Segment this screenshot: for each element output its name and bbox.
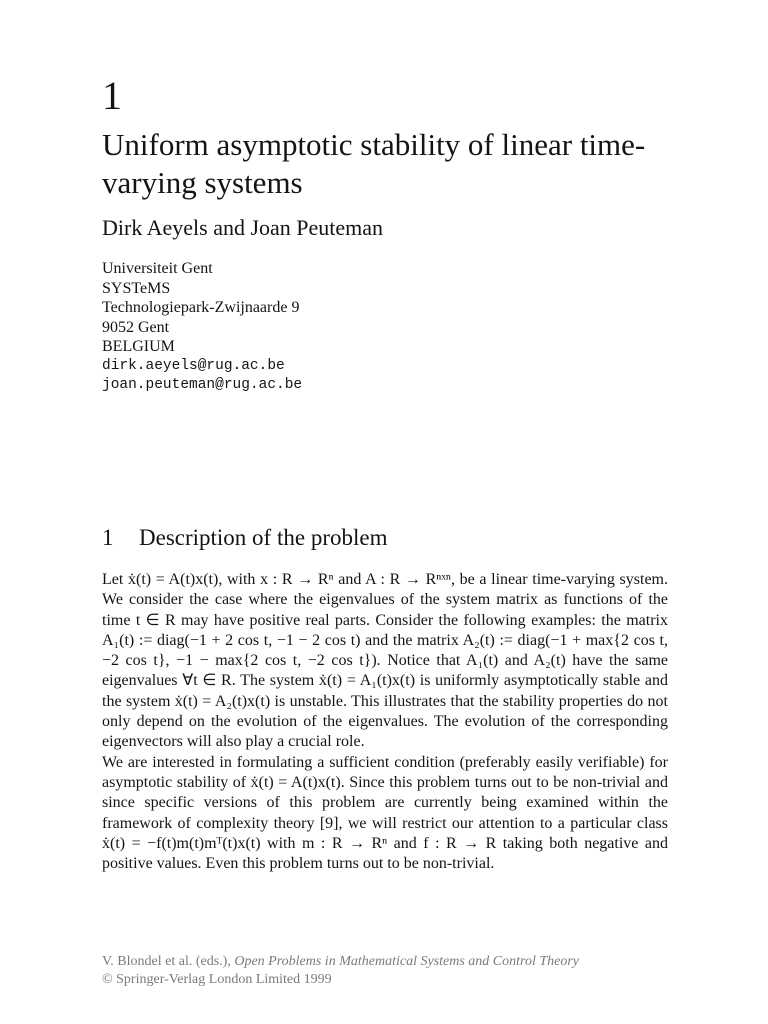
section-number: 1: [102, 525, 114, 550]
affiliation-department: SYSTeMS: [102, 279, 171, 297]
publication-footer: [102, 953, 579, 989]
author-email-peuteman: joan.peuteman@rug.ac.be: [102, 377, 303, 393]
affiliation-university: Universiteit Gent: [102, 260, 213, 277]
affiliation-country: BELGIUM: [102, 338, 175, 355]
author-list: Dirk Aeyels and Joan Peuteman: [102, 215, 384, 240]
paragraph-research-goal: We are interested in formulating a sufficient condition (preferably easily verifiable) for asymptotic stability of ẋ(t) = A(t)x(t). Since this problem turns out to be non-trivial and since specific versions of this problem are currently being examined within the framework of complexity theory [9], we will restrict our attention to a particular class ẋ(t) = −f(t)m(t)mᵀ(t)x(t) with m : R → Rⁿ and f : R → R taking both negative and positive values. Even this problem turns out to be non-trivial.: [102, 753, 668, 873]
paragraph-problem-statement: Let ẋ(t) = A(t)x(t), with x : R → Rⁿ and A : R → Rⁿˣⁿ, be a linear time-varying system. We consider the case where the eigenvalues of the system matrix as functions of the time t ∈ R may have positive real parts. Consider the following examples: the matrix A₁(t) := diag(−1 + 2 cos t, −1 − 2 cos t) and the matrix A₂(t) := diag(−1 + max{2 cos t, −2 cos t}, −1 − max{2 cos t, −2 cos t}). Notice that A₁(t) and A₂(t) have the same eigenvalues ∀t ∈ R. The system ẋ(t) = A₁(t)x(t) is uniformly asymptotically stable and the system ẋ(t) = A₂(t)x(t) is unstable. This illustrates that the stability properties do not only depend on the evolution of the eigenvalues. The evolution of the corresponding eigenvectors will also play a crucial role.: [102, 571, 668, 751]
footer-copyright: © Springer-Verlag London Limited 1999: [102, 972, 332, 987]
footer-book-title: Open Problems in Mathematical Systems and Control Theory: [234, 954, 579, 969]
chapter-title: Uniform asymptotic stability of linear time-varying systems: [102, 127, 646, 200]
affiliation-street: Technologiepark-Zwijnaarde 9: [102, 299, 300, 316]
body-text: [102, 570, 668, 874]
affiliation-block: [102, 259, 302, 396]
footer-editors: V. Blondel et al. (eds.),: [102, 954, 235, 969]
affiliation-city: 9052 Gent: [102, 318, 170, 336]
author-email-aeyels: dirk.aeyels@rug.ac.be: [102, 357, 285, 374]
section-heading: [102, 523, 387, 553]
chapter-number: 1: [102, 73, 122, 118]
footer-citation: [102, 953, 579, 971]
section-title: Description of the problem: [139, 525, 388, 550]
